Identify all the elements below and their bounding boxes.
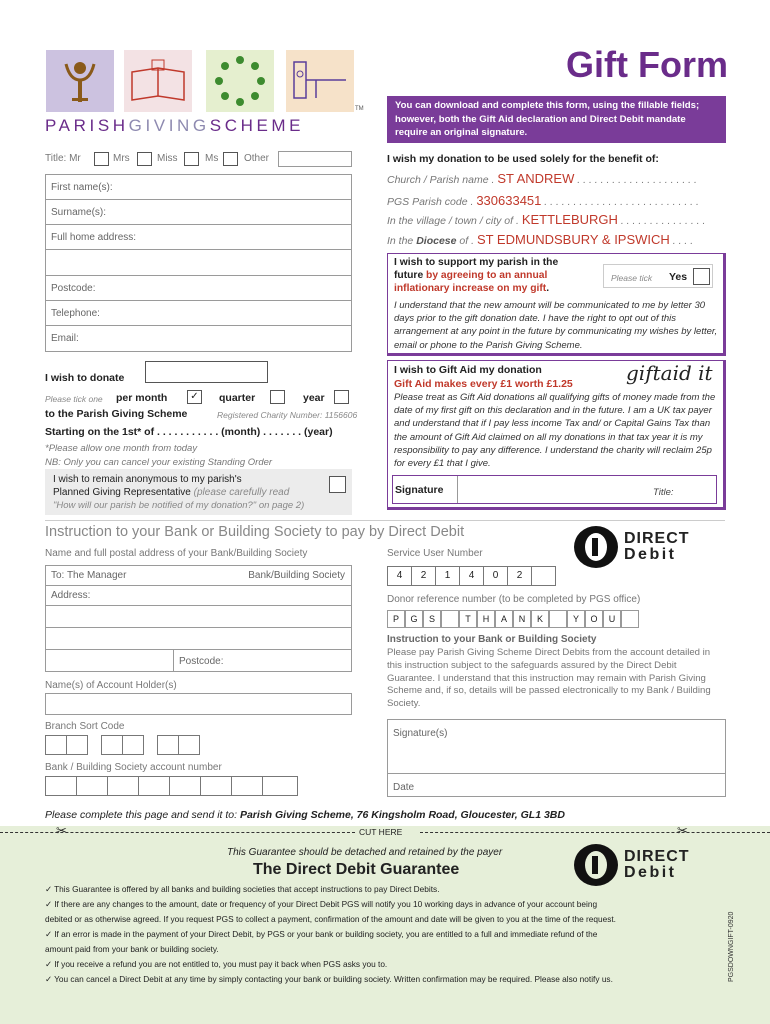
per-month-label: per month — [116, 392, 168, 404]
direct-debit-icon — [572, 842, 620, 888]
allow-month-note: *Please allow one month from today — [45, 443, 198, 454]
bank-signature-field[interactable]: Signature(s) — [387, 719, 726, 774]
side-code: PGSDOWNGIFT-0920 — [728, 911, 735, 982]
anonymous-line2-text: Planned Giving Representative — [53, 487, 191, 498]
ref-char: Y — [567, 610, 585, 628]
guarantee-item-5: ✓ You can cancel a Direct Debit at any time by simply contacting your bank or building society. Written confirmation may be required. Please also notify us. — [45, 974, 613, 984]
cut-line-right — [420, 832, 770, 833]
increase-line2-black: future — [394, 270, 424, 281]
bank-postcode-field[interactable]: Postcode: — [173, 649, 352, 672]
per-month-checkbox[interactable]: ✓ — [187, 390, 202, 404]
direct-debit-logo-footer — [572, 842, 726, 888]
dd-logo-word2: Debit — [624, 546, 677, 563]
postcode-field[interactable]: Postcode: — [45, 275, 352, 301]
ref-char: G — [405, 610, 423, 628]
sort-code-digit[interactable] — [157, 735, 179, 755]
donor-ref-label: Donor reference number (to be completed by PGS office) — [387, 594, 641, 605]
address-field[interactable]: Full home address: — [45, 224, 352, 250]
guarantee-item-2: ✓ If there are any changes to the amount, date or frequency of your Direct Debit PGS will notify you 10 working days in advance of your account being — [45, 899, 598, 909]
bank-name-address-label: Name and full postal address of your Bank/Building Society — [45, 548, 308, 559]
bank-heading-rule — [45, 520, 725, 521]
ref-char: P — [387, 610, 405, 628]
guarantee-item-4: ✓ If you receive a refund you are not entitled to, you must pay it back when PGS asks you to. — [45, 959, 388, 969]
anonymous-checkbox[interactable] — [329, 476, 346, 493]
quarter-checkbox[interactable] — [270, 390, 285, 404]
title-other-label: Other — [244, 153, 270, 164]
detach-note: This Guarantee should be detached and retained by the payer — [227, 847, 503, 858]
account-digit[interactable] — [262, 776, 298, 796]
sun-label: Service User Number — [387, 548, 483, 559]
account-number-label: Bank / Building Society account number — [45, 762, 222, 773]
dd-logo-word1: DIRECT — [624, 530, 690, 547]
logo-tile-door — [286, 50, 354, 112]
anonymous-line3: "How will our parish be notified of my donation?" on page 2) — [53, 500, 305, 511]
sort-code-label: Branch Sort Code — [45, 721, 125, 732]
ref-char — [549, 610, 567, 628]
please-tick-label: Please tick — [611, 273, 653, 283]
guarantee-item-1: ✓ This Guarantee is offered by all banks and building societies that accept instructions to pay Direct Debits. — [45, 884, 440, 894]
pgs-logo-text — [45, 116, 304, 136]
logo-tile-figure — [46, 50, 114, 112]
giftaid-body: Please treat as Gift Aid donations all qualifying gifts of money made from the date of my first gift on this declaration and in the future. I am a UK tax payer and understand that if I pay less income Tax and/ or Capital Gains Tax than the amount of Gift Aid claimed on all my donations in that tax year it is my responsibility to pay any difference. I understand the charity will reclaim 25p for every £1 that I give. — [394, 392, 716, 470]
village-label: In the village / town / city of — [387, 215, 514, 227]
account-digit[interactable] — [76, 776, 108, 796]
sort-code-digit[interactable] — [101, 735, 123, 755]
account-holders-field[interactable] — [45, 693, 352, 715]
page-title: Gift Form — [566, 44, 728, 85]
starting-line: Starting on the 1st* of . . . . . . . . . . . (month) . . . . . . . (year) — [45, 426, 333, 438]
dd-logo-word2: Debit — [624, 864, 677, 881]
increase-body: I understand that the new amount will be communicated to me by letter 30 days prior to the gift donation date. I have the right to opt out of this arrangement at any point in the future by communicating my wishes by letter, email or phone to the Parish Giving Scheme. — [394, 300, 718, 351]
email-field[interactable]: Email: — [45, 325, 352, 352]
book-icon — [124, 50, 192, 112]
sort-code-digit[interactable] — [122, 735, 144, 755]
header-banner — [387, 96, 726, 143]
ref-char: H — [477, 610, 495, 628]
anonymous-line2-grey: (please carefully read — [193, 487, 290, 498]
surname-field[interactable]: Surname(s): — [45, 199, 352, 225]
logo-word-scheme: SCHEME — [209, 116, 305, 135]
please-tick-one-label: Please tick one — [45, 394, 103, 404]
giftaid-line1: I wish to Gift Aid my donation — [394, 364, 542, 376]
send-to-address: Parish Giving Scheme, 76 Kingsholm Road, Gloucester, GL1 3BD — [239, 809, 565, 821]
yes-label: Yes — [669, 271, 688, 283]
title-label: Title: Mr — [45, 153, 81, 164]
year-label: year — [303, 392, 325, 404]
first-name-field[interactable]: First name(s): — [45, 174, 352, 200]
benefit-heading: I wish my donation to be used solely for the benefit of: — [387, 153, 659, 165]
anonymous-line2 — [53, 487, 289, 498]
dd-logo-word1: DIRECT — [624, 848, 690, 865]
increase-line1: I wish to support my parish in the — [394, 257, 559, 268]
ref-char: U — [603, 610, 621, 628]
bank-address-line2[interactable] — [45, 605, 352, 628]
bank-address-line3[interactable] — [45, 627, 352, 650]
bank-address-field[interactable]: Address: — [45, 585, 352, 606]
title-mr-checkbox[interactable] — [94, 152, 109, 166]
account-digit[interactable] — [169, 776, 201, 796]
account-digit[interactable] — [45, 776, 77, 796]
community-icon — [206, 50, 274, 112]
title-mrs-checkbox[interactable] — [137, 152, 152, 166]
ref-char: S — [423, 610, 441, 628]
giftaid-title-label: Title: — [653, 487, 674, 498]
instruction-body: Please pay Parish Giving Scheme Direct Debits from the account detailed in this instruction subject to the safeguards assured by the Direct Debit Guarantee. I understand that this instruction may remain with Parish Giving Scheme and, if so, details will be passed electronically to my Bank / Building Society. — [387, 647, 711, 710]
ref-char: N — [513, 610, 531, 628]
cut-line-left — [0, 832, 355, 833]
ref-char: T — [459, 610, 477, 628]
diocese-label-post: of — [459, 235, 469, 247]
telephone-field[interactable]: Telephone: — [45, 300, 352, 326]
church-line: Church / Parish name . ST ANDREW . . . . . . . . . . . . . . . . . . . . . — [387, 171, 697, 186]
logo-tile-book — [124, 50, 192, 112]
sort-code-digit[interactable] — [45, 735, 67, 755]
ref-char — [441, 610, 459, 628]
diocese-value[interactable]: ST EDMUNDSBURY & IPSWICH — [476, 232, 670, 247]
anonymous-line1: I wish to remain anonymous to my parish's — [53, 474, 242, 485]
guarantee-item-2b: debited or as otherwise agreed. If you request PGS to collect a payment, confirmation of the amount and date will be given to you at the time of the request. — [45, 914, 616, 924]
donation-amount-input[interactable] — [145, 361, 268, 383]
title-ms-label: Ms — [205, 153, 219, 164]
title-miss-checkbox[interactable] — [184, 152, 199, 166]
send-to-pre: Please complete this page and send it to: — [45, 809, 238, 821]
diocese-line: In the Diocese of . ST EDMUNDSBURY & IPSWICH . . . . — [387, 232, 694, 247]
guarantee-title: The Direct Debit Guarantee — [253, 861, 460, 878]
title-ms-checkbox[interactable] — [223, 152, 238, 166]
instruction-heading: Instruction to your Bank or Building Society — [387, 634, 597, 645]
title-mrs-label: Mrs — [113, 153, 130, 164]
village-value[interactable]: KETTLEBURGH — [521, 212, 618, 227]
sort-code-digit[interactable] — [66, 735, 88, 755]
tm-mark: TM — [355, 106, 364, 112]
diocese-label-bold: Diocese — [416, 235, 457, 247]
account-digit[interactable] — [138, 776, 170, 796]
to-pgs-label: to the Parish Giving Scheme — [45, 408, 188, 420]
increase-line3 — [394, 283, 549, 294]
sun-digit: 4 — [459, 566, 484, 586]
diocese-label-pre: In the — [387, 235, 414, 247]
title-miss-label: Miss — [157, 153, 178, 164]
direct-debit-logo — [572, 524, 726, 570]
ref-char — [621, 610, 639, 628]
sun-digit: 2 — [411, 566, 436, 586]
to-manager-label: To: The Manager — [51, 570, 127, 581]
church-value[interactable]: ST ANDREW — [497, 171, 575, 186]
guarantee-item-3: ✓ If an error is made in the payment of your Direct Debit, by PGS or your bank or building society, you are entitled to a full and immediate refund of the — [45, 929, 598, 939]
to-manager-field[interactable] — [45, 565, 352, 586]
giftaid-line2: Gift Aid makes every £1 worth £1.25 — [394, 378, 573, 390]
increase-line3-end: . — [546, 283, 550, 294]
ref-char: O — [585, 610, 603, 628]
door-icon — [286, 50, 354, 112]
scissors-icon: ✂ — [677, 823, 688, 838]
pgs-code-line: PGS Parish code . 330633451 . . . . . . . . . . . . . . . . . . . . . . . . . . . — [387, 193, 699, 208]
ref-char: A — [495, 610, 513, 628]
logo-word-giving: GIVING — [128, 116, 210, 135]
increase-yes-checkbox[interactable] — [693, 268, 710, 285]
year-checkbox[interactable] — [334, 390, 349, 404]
giftaid-logo: giftaid it — [626, 361, 713, 385]
giftaid-sig-divider — [457, 476, 458, 503]
cancel-note: NB: Only you can cancel your existing Standing Order — [45, 457, 273, 468]
charity-number: Registered Charity Number: 1156606 — [217, 410, 358, 420]
title-other-input[interactable] — [278, 151, 352, 167]
sun-digit-blank — [531, 566, 556, 586]
logo-word-parish: PARISH — [45, 116, 129, 135]
bank-date-field[interactable]: Date — [387, 773, 726, 797]
account-holders-label: Name(s) of Account Holder(s) — [45, 680, 177, 691]
donate-label: I wish to donate — [45, 372, 125, 384]
church-label: Church / Parish name — [387, 174, 489, 186]
increase-line2 — [394, 270, 547, 281]
pgs-code-value[interactable]: 330633451 — [476, 193, 542, 208]
direct-debit-icon — [572, 524, 620, 570]
scissors-icon: ✂ — [56, 823, 67, 838]
guarantee-item-3b: amount paid from your bank or building society. — [45, 944, 219, 954]
bank-address-line4[interactable] — [45, 649, 174, 672]
bank-bs-label: Bank/Building Society — [248, 570, 345, 581]
sun-digit: 0 — [483, 566, 508, 586]
header-banner-text: You can download and complete this form, using the fillable fields; however, both the Gift Aid declaration and Direct Debit mandate require an original signature. — [395, 100, 700, 138]
logo-tile-circle — [206, 50, 274, 112]
cut-here-label: CUT HERE — [359, 827, 403, 837]
village-line: In the village / town / city of . KETTLEBURGH . . . . . . . . . . . . . . . — [387, 212, 706, 227]
quarter-label: quarter — [219, 392, 256, 404]
increase-line2-red: by agreeing to an annual — [426, 270, 548, 281]
sun-digit: 4 — [387, 566, 412, 586]
account-digit[interactable] — [107, 776, 139, 796]
address-field-line2[interactable] — [45, 249, 352, 276]
account-digit[interactable] — [231, 776, 263, 796]
ref-char: K — [531, 610, 549, 628]
sort-code-digit[interactable] — [178, 735, 200, 755]
pgs-code-label: PGS Parish code — [387, 196, 468, 208]
sun-digit: 2 — [507, 566, 532, 586]
increase-line3-red: inflationary increase on my gift — [394, 283, 547, 294]
figure-icon — [46, 50, 114, 112]
giftaid-signature-label: Signature — [395, 484, 444, 496]
bank-heading: Instruction to your Bank or Building Society to pay by Direct Debit — [45, 524, 465, 540]
send-to-line — [45, 809, 565, 821]
account-digit[interactable] — [200, 776, 232, 796]
sun-digit: 1 — [435, 566, 460, 586]
